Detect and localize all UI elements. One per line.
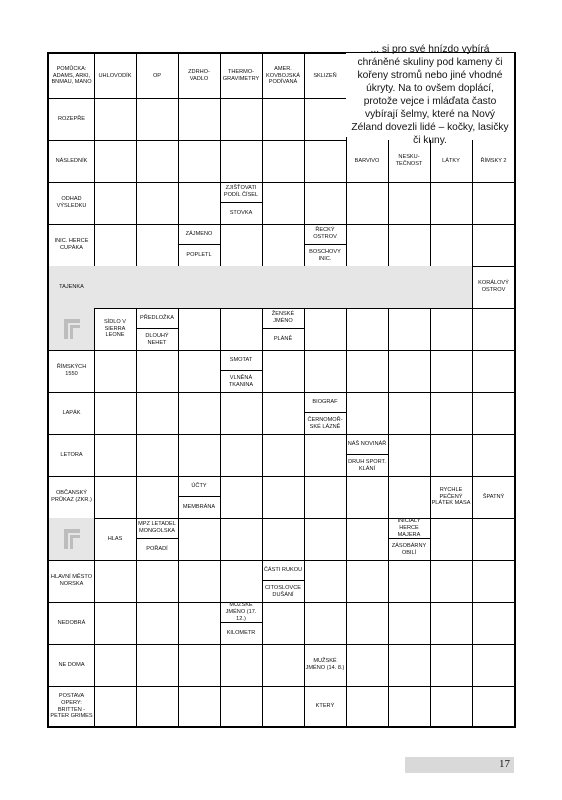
clue-text: NÁSLEDNÍK xyxy=(55,157,88,164)
clue-text-top: ÚČTY xyxy=(178,476,220,497)
clue-text-top: ŽENSKÉ JMÉNO xyxy=(262,308,304,329)
grid-cell xyxy=(94,644,137,687)
clue-text-bottom: ZÁSOBÁRNY OBILÍ xyxy=(391,542,427,556)
grid-cell xyxy=(472,434,515,477)
grid-cell xyxy=(472,560,515,603)
grid-cell xyxy=(346,266,389,309)
clue-text-top: INICIÁLY HERCE MAJERA xyxy=(388,518,430,539)
grid-cell xyxy=(136,434,179,477)
clue-text-bottom: DRUH SPORT. KLÁNÍ xyxy=(348,458,386,472)
grid-cell xyxy=(220,266,263,309)
grid-cell xyxy=(94,602,137,645)
grid-cell xyxy=(262,392,305,435)
grid-cell xyxy=(304,54,347,99)
grid-cell xyxy=(49,434,95,477)
grid-cell xyxy=(94,686,137,727)
clue-text: ŠPATNÝ xyxy=(482,493,505,500)
grid-cell xyxy=(472,476,515,519)
grid-cell xyxy=(388,266,431,309)
clue-text: TAJENKA xyxy=(59,283,84,290)
page-number: 17 xyxy=(499,758,510,770)
grid-cell xyxy=(304,266,347,309)
clue-text: BARVIVO xyxy=(354,157,380,164)
grid-cell xyxy=(262,434,305,477)
grid-cell xyxy=(178,350,221,393)
grid-cell xyxy=(220,182,263,225)
grid-cell xyxy=(178,266,221,309)
grid-cell xyxy=(430,392,473,435)
grid-cell xyxy=(388,476,431,519)
clue-text: INIC. HERCE CUPÁKA xyxy=(54,238,89,251)
grid-cell xyxy=(472,266,515,309)
clue-text: NESKU-TEČNOST xyxy=(395,154,423,167)
grid-cell xyxy=(304,98,347,141)
grid-cell xyxy=(220,560,263,603)
grid-cell xyxy=(430,182,473,225)
grid-cell xyxy=(220,308,263,351)
grid-cell xyxy=(430,266,473,309)
clue-text-bottom: VLNĚNÁ TKANINA xyxy=(228,374,254,388)
grid-cell xyxy=(178,560,221,603)
clue-text: ŘÍMSKÝCH 1550 xyxy=(56,364,87,377)
grid-cell xyxy=(178,434,221,477)
grid-cell xyxy=(94,434,137,477)
grid-cell xyxy=(388,686,431,727)
clue-text-top: MUŽSKÉ JMÉNO (17. 12.) xyxy=(220,602,262,623)
grid-cell xyxy=(178,54,221,99)
grid-cell xyxy=(388,350,431,393)
grid-cell xyxy=(220,140,263,183)
grid-cell xyxy=(472,392,515,435)
clue-text: OP xyxy=(152,72,162,79)
grid-cell xyxy=(136,686,179,727)
grid-cell xyxy=(49,140,95,183)
grid-cell xyxy=(136,644,179,687)
clue-text-bottom: POŘADÍ xyxy=(146,546,168,552)
clue-text: POSTAVA OPERY: BRITTEN - PETER GRIMES xyxy=(50,692,93,720)
grid-cell xyxy=(220,392,263,435)
grid-cell xyxy=(388,434,431,477)
grid-cell xyxy=(49,350,95,393)
grid-cell xyxy=(304,602,347,645)
clue-text-top: NÁŠ NOVINÁŘ xyxy=(346,434,388,455)
clue-text: RYCHLE PEČENÝ PLÁTEK MASA xyxy=(431,486,471,507)
grid-cell xyxy=(49,560,95,603)
clue-text-top: ČÁSTI RUKOU xyxy=(262,560,304,581)
clue-text: SÍDLO V SIERRA LEONE xyxy=(103,318,127,339)
clue-text-bottom: POPLETL xyxy=(186,252,212,258)
grid-cell xyxy=(262,54,305,99)
clue-text: NE DOMA xyxy=(58,661,85,668)
grid-cell xyxy=(94,140,137,183)
grid-cell xyxy=(262,308,305,351)
grid-cell xyxy=(472,602,515,645)
crossword-grid xyxy=(47,52,516,728)
grid-cell xyxy=(136,308,179,351)
grid-cell xyxy=(388,518,431,561)
grid-cell xyxy=(49,182,95,225)
clue-text: THERMO-GRAVIMETRY xyxy=(222,69,260,82)
grid-cell xyxy=(346,182,389,225)
grid-cell xyxy=(136,266,179,309)
grid-cell xyxy=(430,434,473,477)
grid-cell xyxy=(94,560,137,603)
grid-cell xyxy=(178,308,221,351)
grid-cell xyxy=(346,392,389,435)
grid-cell xyxy=(262,350,305,393)
clue-text: KORÁLOVÝ OSTROV xyxy=(478,280,509,293)
grid-cell xyxy=(49,644,95,687)
grid-cell xyxy=(388,644,431,687)
grid-cell xyxy=(136,224,179,267)
grid-cell xyxy=(430,644,473,687)
clue-text: MUŽSKÉ JMÉNO (14. 8.) xyxy=(305,658,345,671)
grid-cell xyxy=(49,54,95,99)
grid-cell xyxy=(388,560,431,603)
grid-cell xyxy=(346,224,389,267)
grid-cell xyxy=(430,476,473,519)
grid-cell xyxy=(304,560,347,603)
grid-cell xyxy=(346,644,389,687)
clue-text-bottom: MEMBRÁNA xyxy=(182,504,216,510)
grid-cell xyxy=(472,308,515,351)
grid-cell xyxy=(262,518,305,561)
grid-cell xyxy=(304,686,347,727)
grid-cell xyxy=(304,518,347,561)
clue-text-bottom: DLOUHÝ NEHET xyxy=(145,332,169,346)
grid-cell xyxy=(220,224,263,267)
clue-text: POMŮCKA: ADAMS, ARKI, BNMAU, MANO xyxy=(51,65,92,86)
clue-text-bottom: ČERNOMOŘ-SKÉ LÁZNĚ xyxy=(307,416,343,430)
grid-cell xyxy=(346,602,389,645)
grid-cell xyxy=(178,224,221,267)
grid-cell xyxy=(178,686,221,727)
grid-cell xyxy=(220,518,263,561)
grid-cell xyxy=(136,98,179,141)
grid-cell xyxy=(49,308,95,351)
clue-text-bottom: PLÁNĚ xyxy=(273,336,293,342)
clue-text-bottom: CITOSLOVCE DUŠÁNÍ xyxy=(265,584,301,598)
grid-cell xyxy=(262,644,305,687)
page-number-bar xyxy=(405,757,514,773)
clue-text: HLAVNÍ MĚSTO NORSKA xyxy=(50,574,93,587)
grid-cell xyxy=(136,350,179,393)
grid-cell xyxy=(472,686,515,727)
grid-cell xyxy=(472,350,515,393)
grid-cell xyxy=(304,308,347,351)
grid-cell xyxy=(220,54,263,99)
grid-cell xyxy=(430,602,473,645)
clue-text: UHLOVODÍK xyxy=(98,72,132,79)
grid-cell xyxy=(472,644,515,687)
grid-cell xyxy=(346,518,389,561)
clue-text: KTERÝ xyxy=(315,703,335,709)
grid-cell xyxy=(178,182,221,225)
grid-cell xyxy=(388,224,431,267)
grid-cell xyxy=(94,392,137,435)
grid-cell xyxy=(178,98,221,141)
clue-text-bottom: KILOMETR xyxy=(226,630,256,636)
grid-cell xyxy=(220,686,263,727)
grid-cell xyxy=(262,98,305,141)
grid-cell xyxy=(94,266,137,309)
grid-cell xyxy=(49,686,95,727)
grid-cell xyxy=(94,182,137,225)
grid-cell xyxy=(388,308,431,351)
grid-cell xyxy=(94,350,137,393)
grid-cell xyxy=(136,476,179,519)
grid-cell xyxy=(178,140,221,183)
grid-cell xyxy=(94,54,137,99)
publisher-logo xyxy=(64,319,80,339)
grid-cell xyxy=(346,686,389,727)
grid-cell xyxy=(262,602,305,645)
grid-cell xyxy=(49,98,95,141)
grid-cell xyxy=(472,182,515,225)
grid-cell xyxy=(220,602,263,645)
grid-cell xyxy=(262,686,305,727)
grid-cell xyxy=(304,140,347,183)
grid-cell xyxy=(346,308,389,351)
grid-cell xyxy=(472,518,515,561)
grid-cell xyxy=(136,182,179,225)
grid-cell xyxy=(430,560,473,603)
grid-cell xyxy=(262,224,305,267)
grid-cell xyxy=(304,350,347,393)
grid-cell xyxy=(262,560,305,603)
clue-text-top: MPZ LETADEL MONGOLSKA xyxy=(136,518,178,539)
grid-cell xyxy=(136,140,179,183)
grid-cell xyxy=(94,98,137,141)
clue-text: HLAS xyxy=(107,535,123,542)
grid-cell xyxy=(388,392,431,435)
grid-cell xyxy=(304,476,347,519)
clue-text: OBČANSKÝ PRŮKAZ (ZKR.) xyxy=(51,490,92,503)
puzzle-intro-text: ... si pro své hnízdo vybírá chráněné skuliny pod kameny či kořeny stromů nebo jiné vhodné úkryty. Na to ovšem doplácí, protože vejce i mláďata často vybírají šelmy, které na Nový Zéland dovezli lidé – kočky, lasičky či kuny. xyxy=(346,53,514,137)
grid-cell xyxy=(49,266,95,309)
grid-cell xyxy=(49,476,95,519)
grid-cell xyxy=(262,140,305,183)
grid-cell xyxy=(178,392,221,435)
grid-cell xyxy=(430,224,473,267)
clue-text-top: ŘECKÝ OSTROV xyxy=(304,224,346,245)
grid-cell xyxy=(220,350,263,393)
grid-cell xyxy=(49,518,95,561)
grid-cell xyxy=(220,98,263,141)
grid-cell xyxy=(472,224,515,267)
grid-cell xyxy=(346,350,389,393)
clue-text: SKLIZEŇ xyxy=(313,72,337,79)
grid-cell xyxy=(388,182,431,225)
grid-cell xyxy=(304,224,347,267)
grid-cell xyxy=(178,644,221,687)
grid-cell xyxy=(136,54,179,99)
grid-cell xyxy=(136,518,179,561)
grid-cell xyxy=(49,224,95,267)
grid-cell xyxy=(262,266,305,309)
grid-cell xyxy=(388,602,431,645)
grid-cell xyxy=(94,224,137,267)
grid-cell xyxy=(304,434,347,477)
clue-text: ŘÍMSKY 2 xyxy=(480,157,507,164)
grid-cell xyxy=(49,392,95,435)
grid-cell xyxy=(262,476,305,519)
grid-cell xyxy=(178,602,221,645)
grid-cell xyxy=(136,392,179,435)
clue-text-top: ZJIŠŤOVATI PODÍL ČÍSEL xyxy=(220,182,262,203)
clue-text-top: BIOGRAF xyxy=(304,392,346,413)
clue-text-top: SMOTAT xyxy=(220,350,262,371)
grid-cell xyxy=(94,476,137,519)
grid-cell xyxy=(49,602,95,645)
grid-cell xyxy=(178,518,221,561)
clue-text: AMER. KOVBOJSKÁ PODÍVANÁ xyxy=(266,65,300,86)
grid-cell xyxy=(94,518,137,561)
clue-text: ZDRHO-VADLO xyxy=(188,69,210,82)
clue-text: NEDOBRÁ xyxy=(57,619,86,626)
grid-cell xyxy=(304,182,347,225)
grid-cell xyxy=(430,308,473,351)
clue-text-bottom: BOSCHOVY INIC. xyxy=(309,248,341,262)
grid-cell xyxy=(94,308,137,351)
grid-cell xyxy=(346,560,389,603)
grid-cell xyxy=(178,476,221,519)
grid-cell xyxy=(220,644,263,687)
clue-text: LAPÁK xyxy=(62,409,81,416)
grid-cell xyxy=(304,392,347,435)
grid-cell xyxy=(346,476,389,519)
publisher-logo xyxy=(64,529,80,549)
clue-text: ODHAD VÝSLEDKU xyxy=(56,196,87,209)
grid-cell xyxy=(430,686,473,727)
grid-cell xyxy=(346,434,389,477)
grid-cell xyxy=(136,602,179,645)
grid-cell xyxy=(304,644,347,687)
grid-cell xyxy=(430,350,473,393)
grid-cell xyxy=(220,434,263,477)
clue-text: LÁTKY xyxy=(442,157,460,164)
grid-cell xyxy=(220,476,263,519)
clue-text-top: ZÁJMENO xyxy=(178,224,220,245)
grid-cell xyxy=(262,182,305,225)
clue-text: LETORA xyxy=(60,451,83,458)
clue-text: ROZEPŘE xyxy=(57,115,86,122)
grid-cell xyxy=(430,518,473,561)
clue-text-bottom: STOVKA xyxy=(229,210,253,216)
clue-text-top: PŘEDLOŽKA xyxy=(136,308,178,329)
grid-cell xyxy=(136,560,179,603)
